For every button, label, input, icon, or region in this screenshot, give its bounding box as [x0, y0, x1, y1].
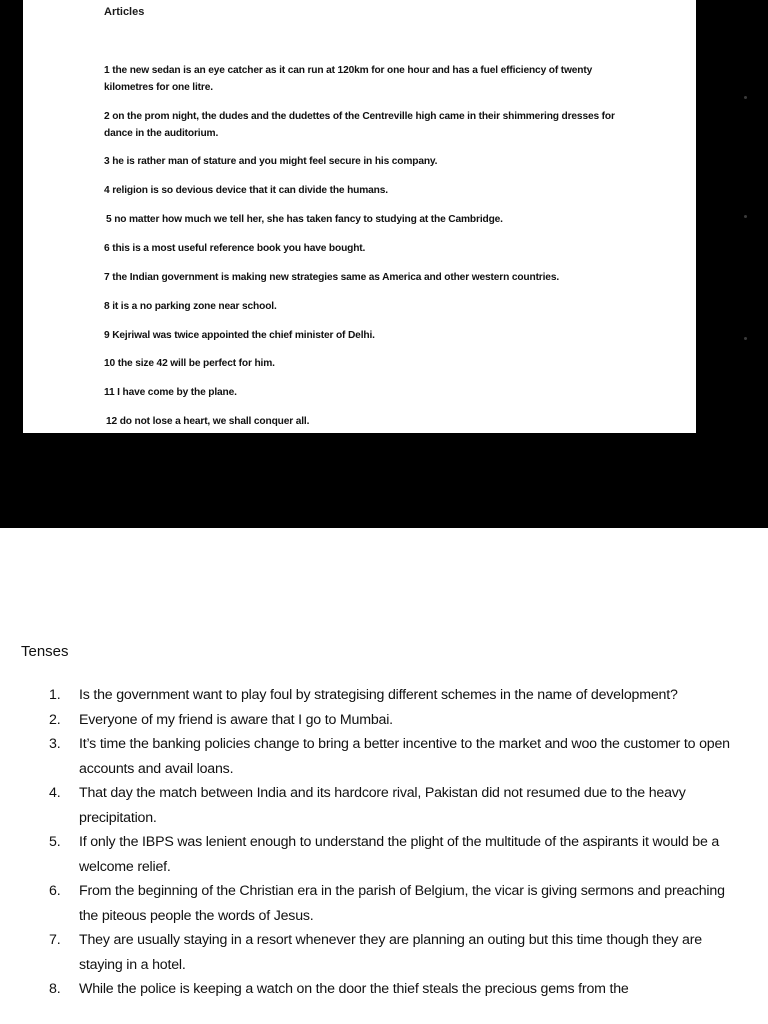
- articles-sheet: [23, 0, 696, 433]
- list-item: [40, 928, 740, 977]
- item-text: That day the match between India and its hardcore rival, Pakistan did not resumed due to the heavy precipitation.: [79, 785, 686, 826]
- list-item: [40, 781, 740, 830]
- item-text: They are usually staying in a resort whenever they are planning an outing but this time though they are staying in a hotel.: [79, 932, 702, 973]
- item-number: 4.: [49, 785, 61, 801]
- article-item-12: 12 do not lose a heart, we shall conquer all.: [106, 416, 310, 427]
- item-text: Everyone of my friend is aware that I go to Mumbai.: [79, 711, 393, 728]
- tenses-list: [40, 683, 740, 1002]
- item-number: 8.: [49, 981, 61, 997]
- list-item: [40, 708, 740, 733]
- article-item-7: 7 the Indian government is making new strategies same as America and other western countries.: [104, 272, 560, 283]
- article-item-10: 10 the size 42 will be perfect for him.: [104, 358, 275, 369]
- item-number: 6.: [49, 883, 61, 899]
- frame-dot: [744, 337, 747, 340]
- item-number: 5.: [49, 834, 61, 850]
- article-item-2: 2 on the prom night, the dudes and the dudettes of the Centreville high came in their shimmering dresses for dance in the auditorium.: [104, 111, 615, 139]
- list-item: [40, 977, 740, 1002]
- tenses-title: Tenses: [21, 643, 69, 660]
- article-item-1: 1 the new sedan is an eye catcher as it can run at 120km for one hour and has a fuel efficiency of twenty kilometres for one litre.: [104, 65, 593, 93]
- article-item-6: 6 this is a most useful reference book you have bought.: [104, 243, 366, 254]
- article-item-11: 11 I have come by the plane.: [104, 387, 237, 398]
- item-text: From the beginning of the Christian era in the parish of Belgium, the vicar is giving sermons and preaching the piteous people the words of Jesus.: [79, 883, 725, 924]
- item-number: 3.: [49, 736, 61, 752]
- list-item: [40, 879, 740, 928]
- item-text: It’s time the banking policies change to bring a better incentive to the market and woo the customer to open accounts and avail loans.: [79, 736, 730, 777]
- article-item-9: 9 Kejriwal was twice appointed the chief minister of Delhi.: [104, 330, 375, 341]
- frame-dot: [744, 215, 747, 218]
- item-number: 2.: [49, 711, 61, 728]
- item-number: 7.: [49, 932, 61, 948]
- article-item-3: 3 he is rather man of stature and you might feel secure in his company.: [104, 156, 438, 167]
- article-item-4: 4 religion is so devious device that it can divide the humans.: [104, 185, 388, 196]
- frame-dot: [744, 96, 747, 99]
- article-item-5: 5 no matter how much we tell her, she has taken fancy to studying at the Cambridge.: [106, 214, 503, 225]
- articles-title: Articles: [104, 6, 145, 18]
- list-item: [40, 830, 740, 879]
- item-text: While the police is keeping a watch on the door the thief steals the precious gems from the: [79, 981, 629, 997]
- article-item-8: 8 it is a no parking zone near school.: [104, 301, 277, 312]
- item-text: If only the IBPS was lenient enough to understand the plight of the multitude of the aspirants it would be a welcome relief.: [79, 834, 720, 875]
- list-item: [40, 683, 740, 708]
- item-text: Is the government want to play foul by strategising different schemes in the name of development?: [79, 687, 678, 703]
- item-number: 1.: [49, 687, 61, 703]
- list-item: [40, 732, 740, 781]
